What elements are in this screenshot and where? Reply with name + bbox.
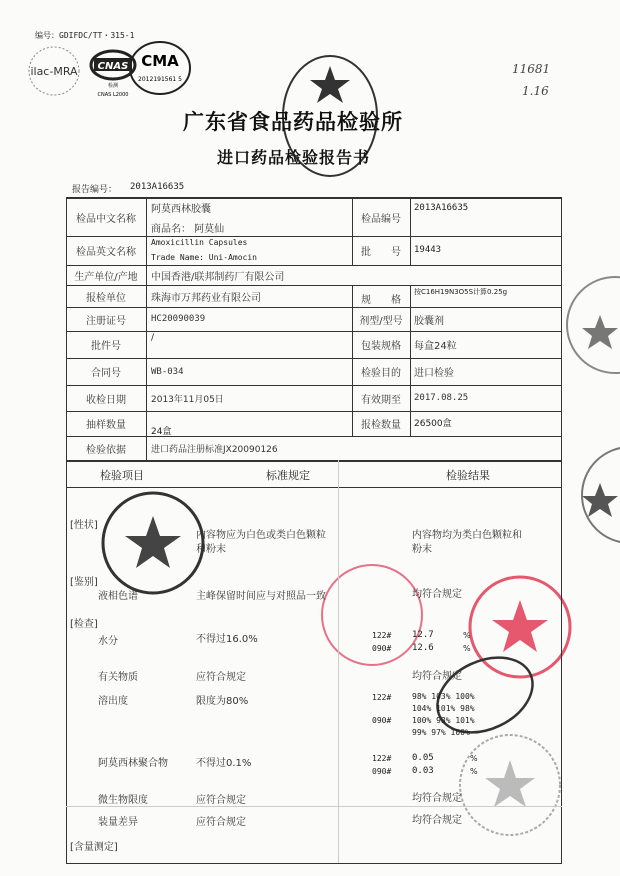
micro-item: 微生物限度 bbox=[98, 795, 148, 806]
char-result: 内容物均为类白色颗粒和 bbox=[412, 530, 522, 541]
svg-text:CNAS L2000: CNAS L2000 bbox=[97, 92, 129, 98]
label-spec: 规 格 bbox=[361, 295, 401, 306]
label-reg-no: 注册证号 bbox=[86, 315, 126, 327]
value-trade-name-cn: 商品名： 阿莫仙 bbox=[151, 224, 225, 235]
header-result: 检验结果 bbox=[446, 469, 490, 482]
char-standard-2: 和粉末 bbox=[196, 544, 226, 555]
header-standard: 标准规定 bbox=[266, 469, 310, 482]
id-item: 液相色谱 bbox=[98, 591, 138, 602]
related-result: 均符合规定 bbox=[412, 671, 462, 682]
water-batch-2: 090# bbox=[372, 644, 392, 653]
faint-grey-seal-stamp bbox=[455, 730, 565, 840]
header-item: 检验项目 bbox=[100, 469, 144, 482]
water-batch-1: 122# bbox=[372, 631, 392, 640]
value-receipt-date: 2013年11月05日 bbox=[151, 394, 224, 405]
water-value-2: 12.6 bbox=[412, 643, 434, 653]
row-divider bbox=[66, 487, 562, 488]
table-border-right bbox=[561, 197, 562, 863]
value-en-name: Amoxicillin Capsules bbox=[151, 238, 248, 247]
svg-text:ilac-MRA: ilac-MRA bbox=[30, 65, 78, 78]
label-packaging: 包装规格 bbox=[361, 341, 401, 352]
water-standard: 不得过16.0% bbox=[196, 634, 258, 645]
value-manufacturer: 中国香港/联邦制药厂有限公司 bbox=[151, 271, 285, 283]
label-cn-name: 检品中文名称 bbox=[76, 213, 136, 225]
faint-divider bbox=[338, 460, 339, 863]
section-assay: [含量测定] bbox=[70, 842, 118, 853]
handwritten-number: 11681 bbox=[512, 62, 551, 76]
dissolution-standard: 限度为80% bbox=[196, 696, 249, 707]
handwritten-number-2: 1.16 bbox=[522, 84, 549, 98]
water-unit-2: % bbox=[463, 644, 471, 653]
value-sample-qty: 24盒 bbox=[151, 427, 172, 437]
dissolution-line-1: 98% 103% 100% bbox=[412, 692, 475, 701]
label-contract-no: 合同号 bbox=[91, 368, 121, 379]
svg-text:检测: 检测 bbox=[107, 83, 119, 89]
id-result: 均符合规定 bbox=[412, 589, 462, 600]
label-basis: 检验依据 bbox=[86, 444, 126, 456]
value-expiry: 2017.08.25 bbox=[414, 393, 469, 403]
value-contract-no: WB-034 bbox=[151, 366, 184, 377]
section-check: [检查] bbox=[70, 619, 98, 630]
dissolution-line-3: 100% 98% 101% bbox=[412, 716, 475, 725]
margin-stamp-fragment-2 bbox=[580, 440, 620, 550]
margin-stamp-fragment bbox=[565, 270, 620, 380]
label-purpose: 检验目的 bbox=[361, 368, 401, 379]
svg-text:2012191561 5: 2012191561 5 bbox=[138, 76, 182, 83]
water-item: 水分 bbox=[98, 636, 118, 647]
label-batch-no: 批 号 bbox=[361, 247, 401, 258]
fill-standard: 应符合规定 bbox=[196, 817, 246, 828]
table-border-bottom bbox=[66, 863, 562, 864]
section-identification: [鉴别] bbox=[70, 577, 98, 588]
report-number: 2013A16635 bbox=[130, 182, 185, 192]
row-divider bbox=[66, 460, 562, 462]
label-manufacturer: 生产单位/产地 bbox=[74, 271, 138, 283]
value-dosage-form: 胶囊剂 bbox=[414, 315, 444, 327]
svg-text:CMA: CMA bbox=[141, 52, 179, 70]
polymer-unit-2: % bbox=[470, 767, 478, 776]
polymer-standard: 不得过0.1% bbox=[196, 758, 252, 769]
polymer-unit-1: % bbox=[470, 754, 478, 763]
label-expiry: 有效期至 bbox=[361, 394, 401, 406]
org-title: 广东省食品药品检验所 bbox=[183, 109, 403, 134]
label-en-name: 检品英文名称 bbox=[76, 247, 136, 258]
dissolution-line-2: 104% 101% 98% bbox=[412, 704, 475, 713]
label-declared-qty: 报检数量 bbox=[361, 420, 401, 431]
polymer-value-1: 0.05 bbox=[412, 753, 434, 763]
fill-result: 均符合规定 bbox=[412, 815, 462, 826]
char-standard: 内容物应为白色或类白色颗粒 bbox=[196, 530, 326, 541]
label-dosage-form: 剂型/型号 bbox=[359, 315, 403, 327]
col-divider bbox=[410, 197, 411, 265]
report-number-label: 报告编号： bbox=[72, 185, 118, 195]
value-sample-no: 2013A16635 bbox=[414, 203, 469, 213]
value-purpose: 进口检验 bbox=[414, 368, 454, 379]
label-receipt-date: 收检日期 bbox=[86, 394, 126, 406]
section-characters: [性状] bbox=[70, 520, 98, 531]
svg-text:CNAS: CNAS bbox=[97, 61, 129, 72]
id-standard: 主峰保留时间应与对照品一致 bbox=[196, 591, 326, 602]
faint-row-divider bbox=[66, 806, 562, 807]
micro-standard: 应符合规定 bbox=[196, 795, 246, 806]
label-approval-no: 批件号 bbox=[91, 341, 121, 352]
report-title: 进口药品检验报告书 bbox=[217, 148, 371, 167]
dissolution-batch-2: 090# bbox=[372, 716, 392, 725]
value-cn-name: 阿莫西林胶囊 bbox=[151, 204, 211, 215]
value-packaging: 每盒24粒 bbox=[414, 341, 457, 352]
related-item: 有关物质 bbox=[98, 672, 138, 683]
label-applicant: 报检单位 bbox=[86, 292, 126, 304]
polymer-value-2: 0.03 bbox=[412, 766, 434, 776]
value-batch-no: 19443 bbox=[414, 245, 442, 255]
label-sample-no: 检品编号 bbox=[361, 213, 401, 225]
micro-result: 均符合规定 bbox=[412, 793, 462, 804]
dissolution-line-4: 99% 97% 100% bbox=[412, 728, 470, 737]
label-sample-qty: 抽样数量 bbox=[86, 420, 126, 431]
value-approval-no: / bbox=[151, 333, 155, 343]
polymer-batch-1: 122# bbox=[372, 754, 392, 763]
cma-logo bbox=[128, 40, 192, 96]
value-basis: 进口药品注册标准JX20090126 bbox=[151, 444, 278, 455]
related-standard: 应符合规定 bbox=[196, 672, 246, 683]
dissolution-batch-1: 122# bbox=[372, 693, 392, 702]
document-code: 编号：GDIFDC/TT・315-1 bbox=[35, 31, 135, 40]
polymer-item: 阿莫西林聚合物 bbox=[98, 758, 168, 769]
char-result-2: 粉末 bbox=[412, 544, 432, 555]
ilac-mra-logo bbox=[24, 45, 84, 97]
fill-item: 装量差异 bbox=[98, 817, 138, 828]
water-unit-1: % bbox=[463, 631, 471, 640]
value-spec: 按C16H19N3O5S计算0.25g bbox=[414, 288, 508, 296]
dissolution-item: 溶出度 bbox=[98, 696, 128, 707]
wanbang-seal-stamp bbox=[98, 488, 208, 598]
value-reg-no: HC20090039 bbox=[151, 314, 206, 324]
value-applicant: 珠海市万邦药业有限公司 bbox=[151, 292, 261, 304]
value-trade-name-en: Trade Name: Uni-Amocin bbox=[151, 253, 257, 262]
value-declared-qty: 26500盒 bbox=[414, 419, 452, 429]
water-value-1: 12.7 bbox=[412, 630, 434, 640]
polymer-batch-2: 090# bbox=[372, 767, 392, 776]
